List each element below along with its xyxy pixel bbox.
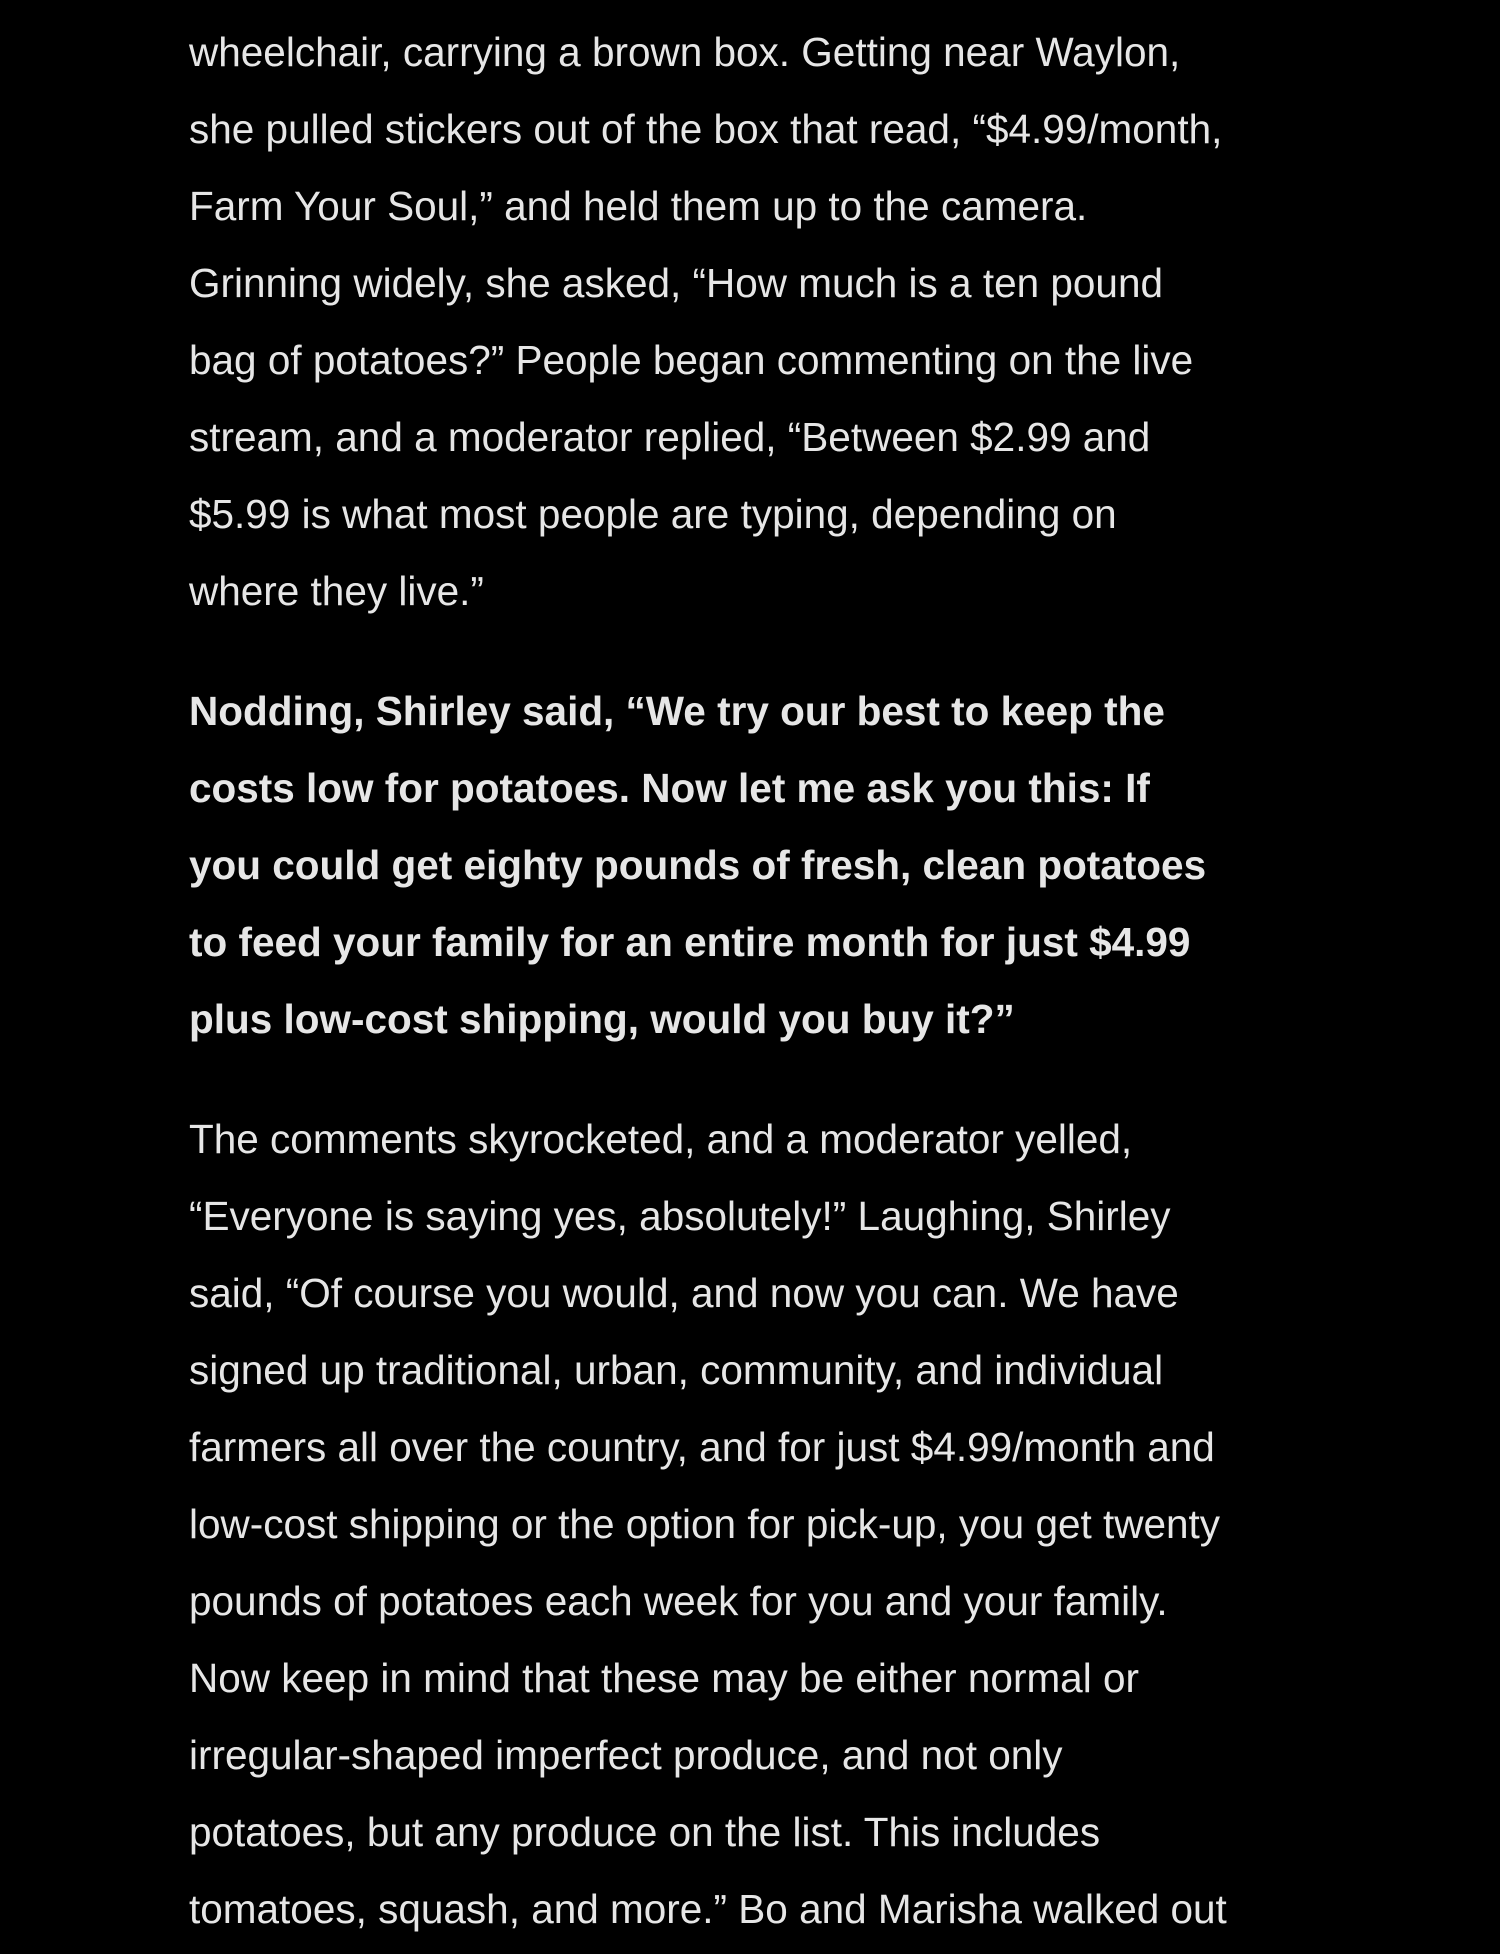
text-line: costs low for potatoes. Now let me ask you this: If <box>189 765 1150 811</box>
text-line: $5.99 is what most people are typing, depending on <box>189 491 1117 537</box>
text-line: you could get eighty pounds of fresh, clean potatoes <box>189 842 1207 888</box>
text-line: stream, and a moderator replied, “Between $2.99 and <box>189 414 1151 460</box>
reading-text-column <box>189 0 1339 1948</box>
text-line: Nodding, Shirley said, “We try our best to keep the <box>189 688 1165 734</box>
text-line: potatoes, but any produce on the list. This includes <box>189 1809 1101 1855</box>
text-line: Farm Your Soul,” and held them up to the camera. <box>189 183 1088 229</box>
paragraph-2-bold <box>189 673 1339 1058</box>
text-line: irregular-shaped imperfect produce, and not only <box>189 1732 1063 1778</box>
text-line: low-cost shipping or the option for pick-up, you get twenty <box>189 1501 1221 1547</box>
text-line: Now keep in mind that these may be either normal or <box>189 1655 1139 1701</box>
paragraph-3 <box>189 1101 1339 1948</box>
text-line: tomatoes, squash, and more.” Bo and Marisha walked out <box>189 1886 1227 1932</box>
text-line: plus low-cost shipping, would you buy it?” <box>189 996 1015 1042</box>
text-line: to feed your family for an entire month for just $4.99 <box>189 919 1191 965</box>
text-line: Grinning widely, she asked, “How much is a ten pound <box>189 260 1163 306</box>
text-line: she pulled stickers out of the box that read, “$4.99/month, <box>189 106 1223 152</box>
text-line: said, “Of course you would, and now you can. We have <box>189 1270 1179 1316</box>
paragraph-1 <box>189 14 1339 630</box>
text-line: farmers all over the country, and for just $4.99/month and <box>189 1424 1215 1470</box>
text-line: wheelchair, carrying a brown box. Getting near Waylon, <box>189 29 1181 75</box>
text-line: The comments skyrocketed, and a moderator yelled, <box>189 1116 1133 1162</box>
text-line: bag of potatoes?” People began commenting on the live <box>189 337 1194 383</box>
text-line: where they live.” <box>189 568 484 614</box>
text-line: signed up traditional, urban, community, and individual <box>189 1347 1164 1393</box>
text-line: “Everyone is saying yes, absolutely!” Laughing, Shirley <box>189 1193 1171 1239</box>
text-line: pounds of potatoes each week for you and your family. <box>189 1578 1168 1624</box>
